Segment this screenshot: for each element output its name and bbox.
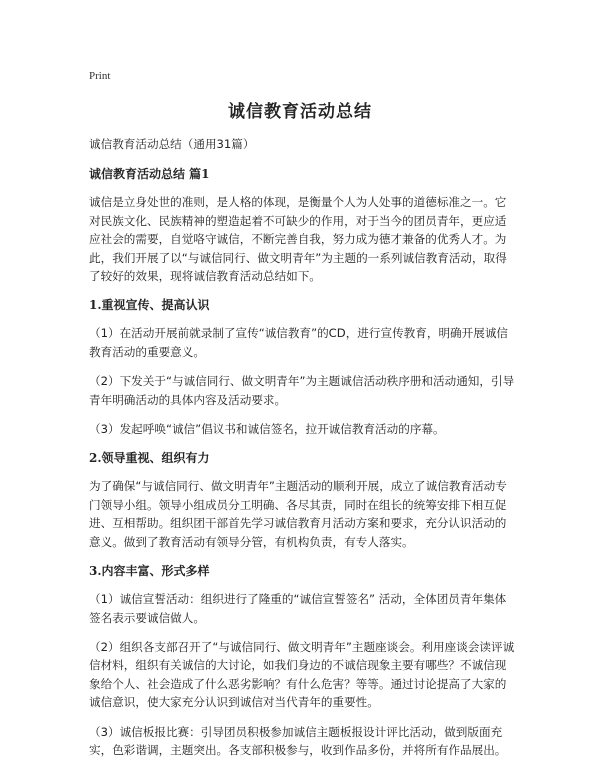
heading-1: 1.重视宣传、提高认识: [89, 298, 210, 313]
paragraph-3-1: （1）诚信宣誓活动：组织进行了隆重的“诚信宣誓签名” 活动，全体团员青年集体签名表示要诚信做人。: [89, 592, 507, 625]
paragraph-1-1: （1）在活动开展前就录制了宣传“诚信教育”的CD，进行宣传教育，明确开展诚信教育活动的重要意义。: [89, 326, 509, 359]
document-title: 诚信教育活动总结: [228, 102, 372, 122]
intro-paragraph: 诚信是立身处世的准则，是人格的体现，是衡量个人为人处事的道德标准之一。它对民族文化、民族精神的塑造起着不可缺少的作用，对于当今的团员青年，更应适应社会的需要，自觉咯守诚信，不断完善自我，努力成为德才兼备的优秀人才。为此，我们开展了以“与诚信同行、做文明青年”为主题的一系列诚信教育活动，取得了较好的效果，现将诚信教育活动总结如下。: [89, 195, 507, 284]
document-subtitle: 诚信教育活动总结（通用31篇）: [89, 137, 255, 151]
document-body: [89, 135, 516, 770]
paragraph-1-3: （3）发起呼唤“诚信”倡议书和诚信签名，拉开诚信教育活动的序幕。: [89, 422, 445, 437]
paragraph-1-2: （2）下发关于“与诚信同行、做文明青年”为主题诚信活动秩序册和活动通知，引导青年明确活动的具体内容及活动要求。: [89, 374, 515, 407]
paragraph-3-2: （2）组织各支部召开了“与诚信同行、做文明青年”主题座谈会。利用座谈会读评诚信材料，组织有关诚信的大讨论，如我们身边的不诚信现象主要有哪些？不诚信现象给个人、社会造成了什么恶劣影响？有什么危害？等等。通过讨论提高了大家的诚信意识，使大家充分认识到诚信对当代青年的重要性。: [89, 639, 515, 710]
print-label: Print: [89, 70, 111, 82]
paragraph-2-1: 为了确保“与诚信同行、做文明青年”主题活动的顺利开展，成立了诚信教育活动专门领导小组。领导小组成员分工明确、各尽其责，同时在组长的统筹安排下相互促进、互相帮助。组织团干部首先学习诚信教育月活动方案和要求，充分认识活动的意义。做到了教育活动有领导分管，有机构负责，有专人落实。: [89, 479, 507, 549]
paragraph-3-3: （3）诚信板报比赛：引导团员积极参加诚信主题板报设计评比活动，做到版面充实，色彩谐调，主题突出。各支部积极参与，收到作品多份，并将所有作品展出。: [89, 724, 507, 757]
heading-3: 3.内容丰富、形式多样: [89, 564, 210, 579]
section-title: 诚信教育活动总结 篇1: [89, 167, 210, 182]
heading-2: 2.领导重视、组织有力: [89, 451, 210, 466]
